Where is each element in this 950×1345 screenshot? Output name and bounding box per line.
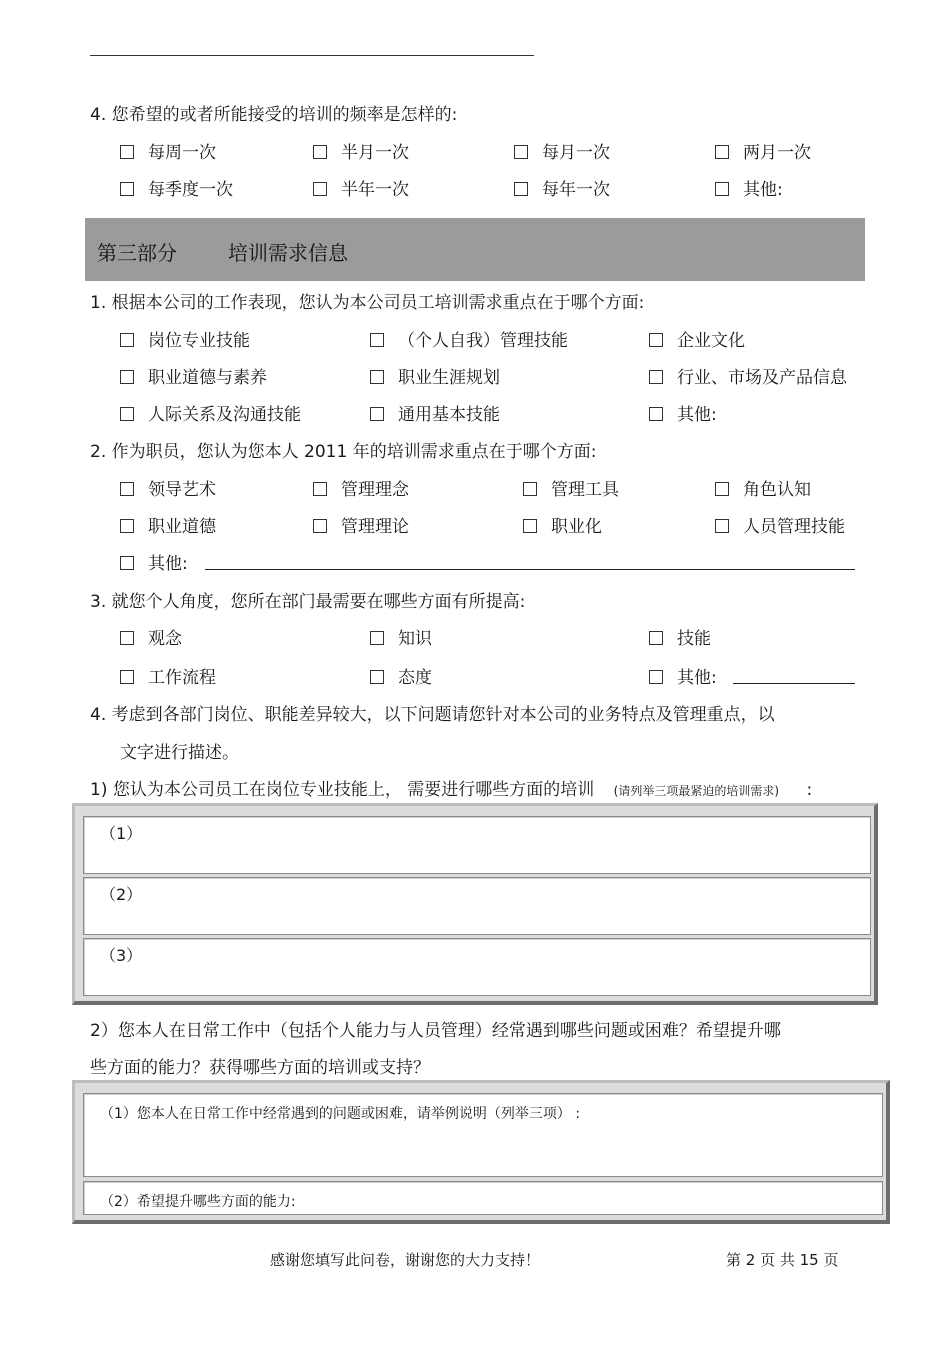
answer-cell-2[interactable]: （2） xyxy=(83,877,871,935)
answer-cell-1[interactable]: （1） xyxy=(83,816,871,874)
checkbox-option[interactable]: 领导艺术 xyxy=(120,475,216,500)
checkbox-icon[interactable] xyxy=(649,631,663,645)
checkbox-icon[interactable] xyxy=(120,407,134,421)
checkbox-icon[interactable] xyxy=(370,333,384,347)
checkbox-icon[interactable] xyxy=(370,370,384,384)
checkbox-option[interactable]: 其他: xyxy=(649,400,717,425)
checkbox-option[interactable]: 其他: xyxy=(715,175,783,200)
checkbox-icon[interactable] xyxy=(523,482,537,496)
checkbox-icon[interactable] xyxy=(313,482,327,496)
other-answer-line[interactable] xyxy=(205,569,855,570)
checkbox-option[interactable]: 企业文化 xyxy=(649,326,745,351)
checkbox-icon[interactable] xyxy=(649,407,663,421)
page-number: 第 2 页 共 15 页 xyxy=(726,1251,839,1269)
checkbox-option[interactable]: 观念 xyxy=(120,624,182,649)
checkbox-option[interactable]: 态度 xyxy=(370,663,432,688)
question-1: 1. 根据本公司的工作表现，您认为本公司员工培训需求重点在于哪个方面: xyxy=(90,293,645,313)
checkbox-icon[interactable] xyxy=(120,145,134,159)
answer-cell-3[interactable]: （3） xyxy=(83,938,871,996)
problem-answer-cell[interactable]: （1）您本人在日常工作中经常遇到的问题或困难，请举例说明（列举三项） : xyxy=(83,1093,883,1177)
checkbox-option[interactable]: 半月一次 xyxy=(313,138,409,163)
section-header xyxy=(85,218,865,281)
checkbox-icon[interactable] xyxy=(313,519,327,533)
checkbox-option[interactable]: 半年一次 xyxy=(313,175,409,200)
footer-thanks: 感谢您填写此问卷，谢谢您的大力支持！ xyxy=(270,1251,541,1269)
checkbox-option[interactable]: 每周一次 xyxy=(120,138,216,163)
checkbox-icon[interactable] xyxy=(715,182,729,196)
checkbox-icon[interactable] xyxy=(120,670,134,684)
section-title: 培训需求信息 xyxy=(228,241,348,265)
checkbox-option[interactable]: 其他: xyxy=(649,663,717,688)
checkbox-icon[interactable] xyxy=(120,370,134,384)
checkbox-option[interactable]: 两月一次 xyxy=(715,138,811,163)
checkbox-icon[interactable] xyxy=(523,519,537,533)
other-answer-line[interactable] xyxy=(733,683,855,684)
checkbox-icon[interactable] xyxy=(120,556,134,570)
checkbox-icon[interactable] xyxy=(370,670,384,684)
checkbox-icon[interactable] xyxy=(120,333,134,347)
question-2: 2. 作为职员，您认为您本人 2011 年的培训需求重点在于哪个方面: xyxy=(90,442,597,462)
question-4-line2: 文字进行描述。 xyxy=(120,743,239,763)
subquestion-1: 1) 您认为本公司员工在岗位专业技能上， 需要进行哪些方面的培训 (请列举三项最紧迫的培训需求) : xyxy=(90,780,813,800)
checkbox-icon[interactable] xyxy=(313,182,327,196)
checkbox-icon[interactable] xyxy=(120,182,134,196)
subquestion-2-line1: 2）您本人在日常工作中（包括个人能力与人员管理）经常遇到哪些问题或困难？希望提升哪 xyxy=(90,1021,781,1041)
checkbox-option[interactable]: 知识 xyxy=(370,624,432,649)
checkbox-icon[interactable] xyxy=(649,333,663,347)
checkbox-option[interactable]: 每季度一次 xyxy=(120,175,233,200)
checkbox-icon[interactable] xyxy=(370,407,384,421)
section-number: 第三部分 xyxy=(97,241,177,265)
answer-table-2 xyxy=(72,1080,890,1224)
checkbox-icon[interactable] xyxy=(715,145,729,159)
checkbox-option[interactable]: 岗位专业技能 xyxy=(120,326,250,351)
checkbox-icon[interactable] xyxy=(514,145,528,159)
subquestion-2-line2: 些方面的能力？获得哪些方面的培训或支持？ xyxy=(90,1058,430,1078)
checkbox-option[interactable]: 人际关系及沟通技能 xyxy=(120,400,301,425)
checkbox-icon[interactable] xyxy=(120,519,134,533)
checkbox-icon[interactable] xyxy=(649,370,663,384)
checkbox-option[interactable]: （个人自我）管理技能 xyxy=(370,326,568,351)
checkbox-option[interactable]: 管理理论 xyxy=(313,512,409,537)
checkbox-option[interactable]: 工作流程 xyxy=(120,663,216,688)
checkbox-icon[interactable] xyxy=(649,670,663,684)
checkbox-option[interactable]: 职业道德 xyxy=(120,512,216,537)
checkbox-option[interactable]: 管理理念 xyxy=(313,475,409,500)
checkbox-option[interactable]: 职业道德与素养 xyxy=(120,363,267,388)
checkbox-icon[interactable] xyxy=(514,182,528,196)
checkbox-icon[interactable] xyxy=(120,482,134,496)
checkbox-icon[interactable] xyxy=(370,631,384,645)
checkbox-option[interactable]: 每月一次 xyxy=(514,138,610,163)
checkbox-icon[interactable] xyxy=(313,145,327,159)
question-4-line1: 4. 考虑到各部门岗位、职能差异较大，以下问题请您针对本公司的业务特点及管理重点，以 xyxy=(90,705,775,725)
checkbox-option[interactable]: 职业化 xyxy=(523,512,602,537)
checkbox-icon[interactable] xyxy=(715,519,729,533)
checkbox-option[interactable]: 职业生涯规划 xyxy=(370,363,500,388)
checkbox-option[interactable]: 行业、市场及产品信息 xyxy=(649,363,847,388)
frequency-question: 4. 您希望的或者所能接受的培训的频率是怎样的: xyxy=(90,105,458,125)
checkbox-option[interactable]: 通用基本技能 xyxy=(370,400,500,425)
checkbox-option[interactable]: 技能 xyxy=(649,624,711,649)
checkbox-option[interactable]: 其他: xyxy=(120,549,188,574)
checkbox-option[interactable]: 管理工具 xyxy=(523,475,619,500)
checkbox-option[interactable]: 角色认知 xyxy=(715,475,811,500)
ability-answer-cell[interactable]: （2）希望提升哪些方面的能力: xyxy=(83,1181,883,1215)
checkbox-icon[interactable] xyxy=(120,631,134,645)
top-rule xyxy=(90,55,534,56)
checkbox-option[interactable]: 每年一次 xyxy=(514,175,610,200)
question-3: 3. 就您个人角度，您所在部门最需要在哪些方面有所提高: xyxy=(90,592,526,612)
checkbox-option[interactable]: 人员管理技能 xyxy=(715,512,845,537)
checkbox-icon[interactable] xyxy=(715,482,729,496)
answer-table-1 xyxy=(72,803,878,1005)
subquestion-1-note: (请列举三项最紧迫的培训需求) xyxy=(613,784,780,798)
